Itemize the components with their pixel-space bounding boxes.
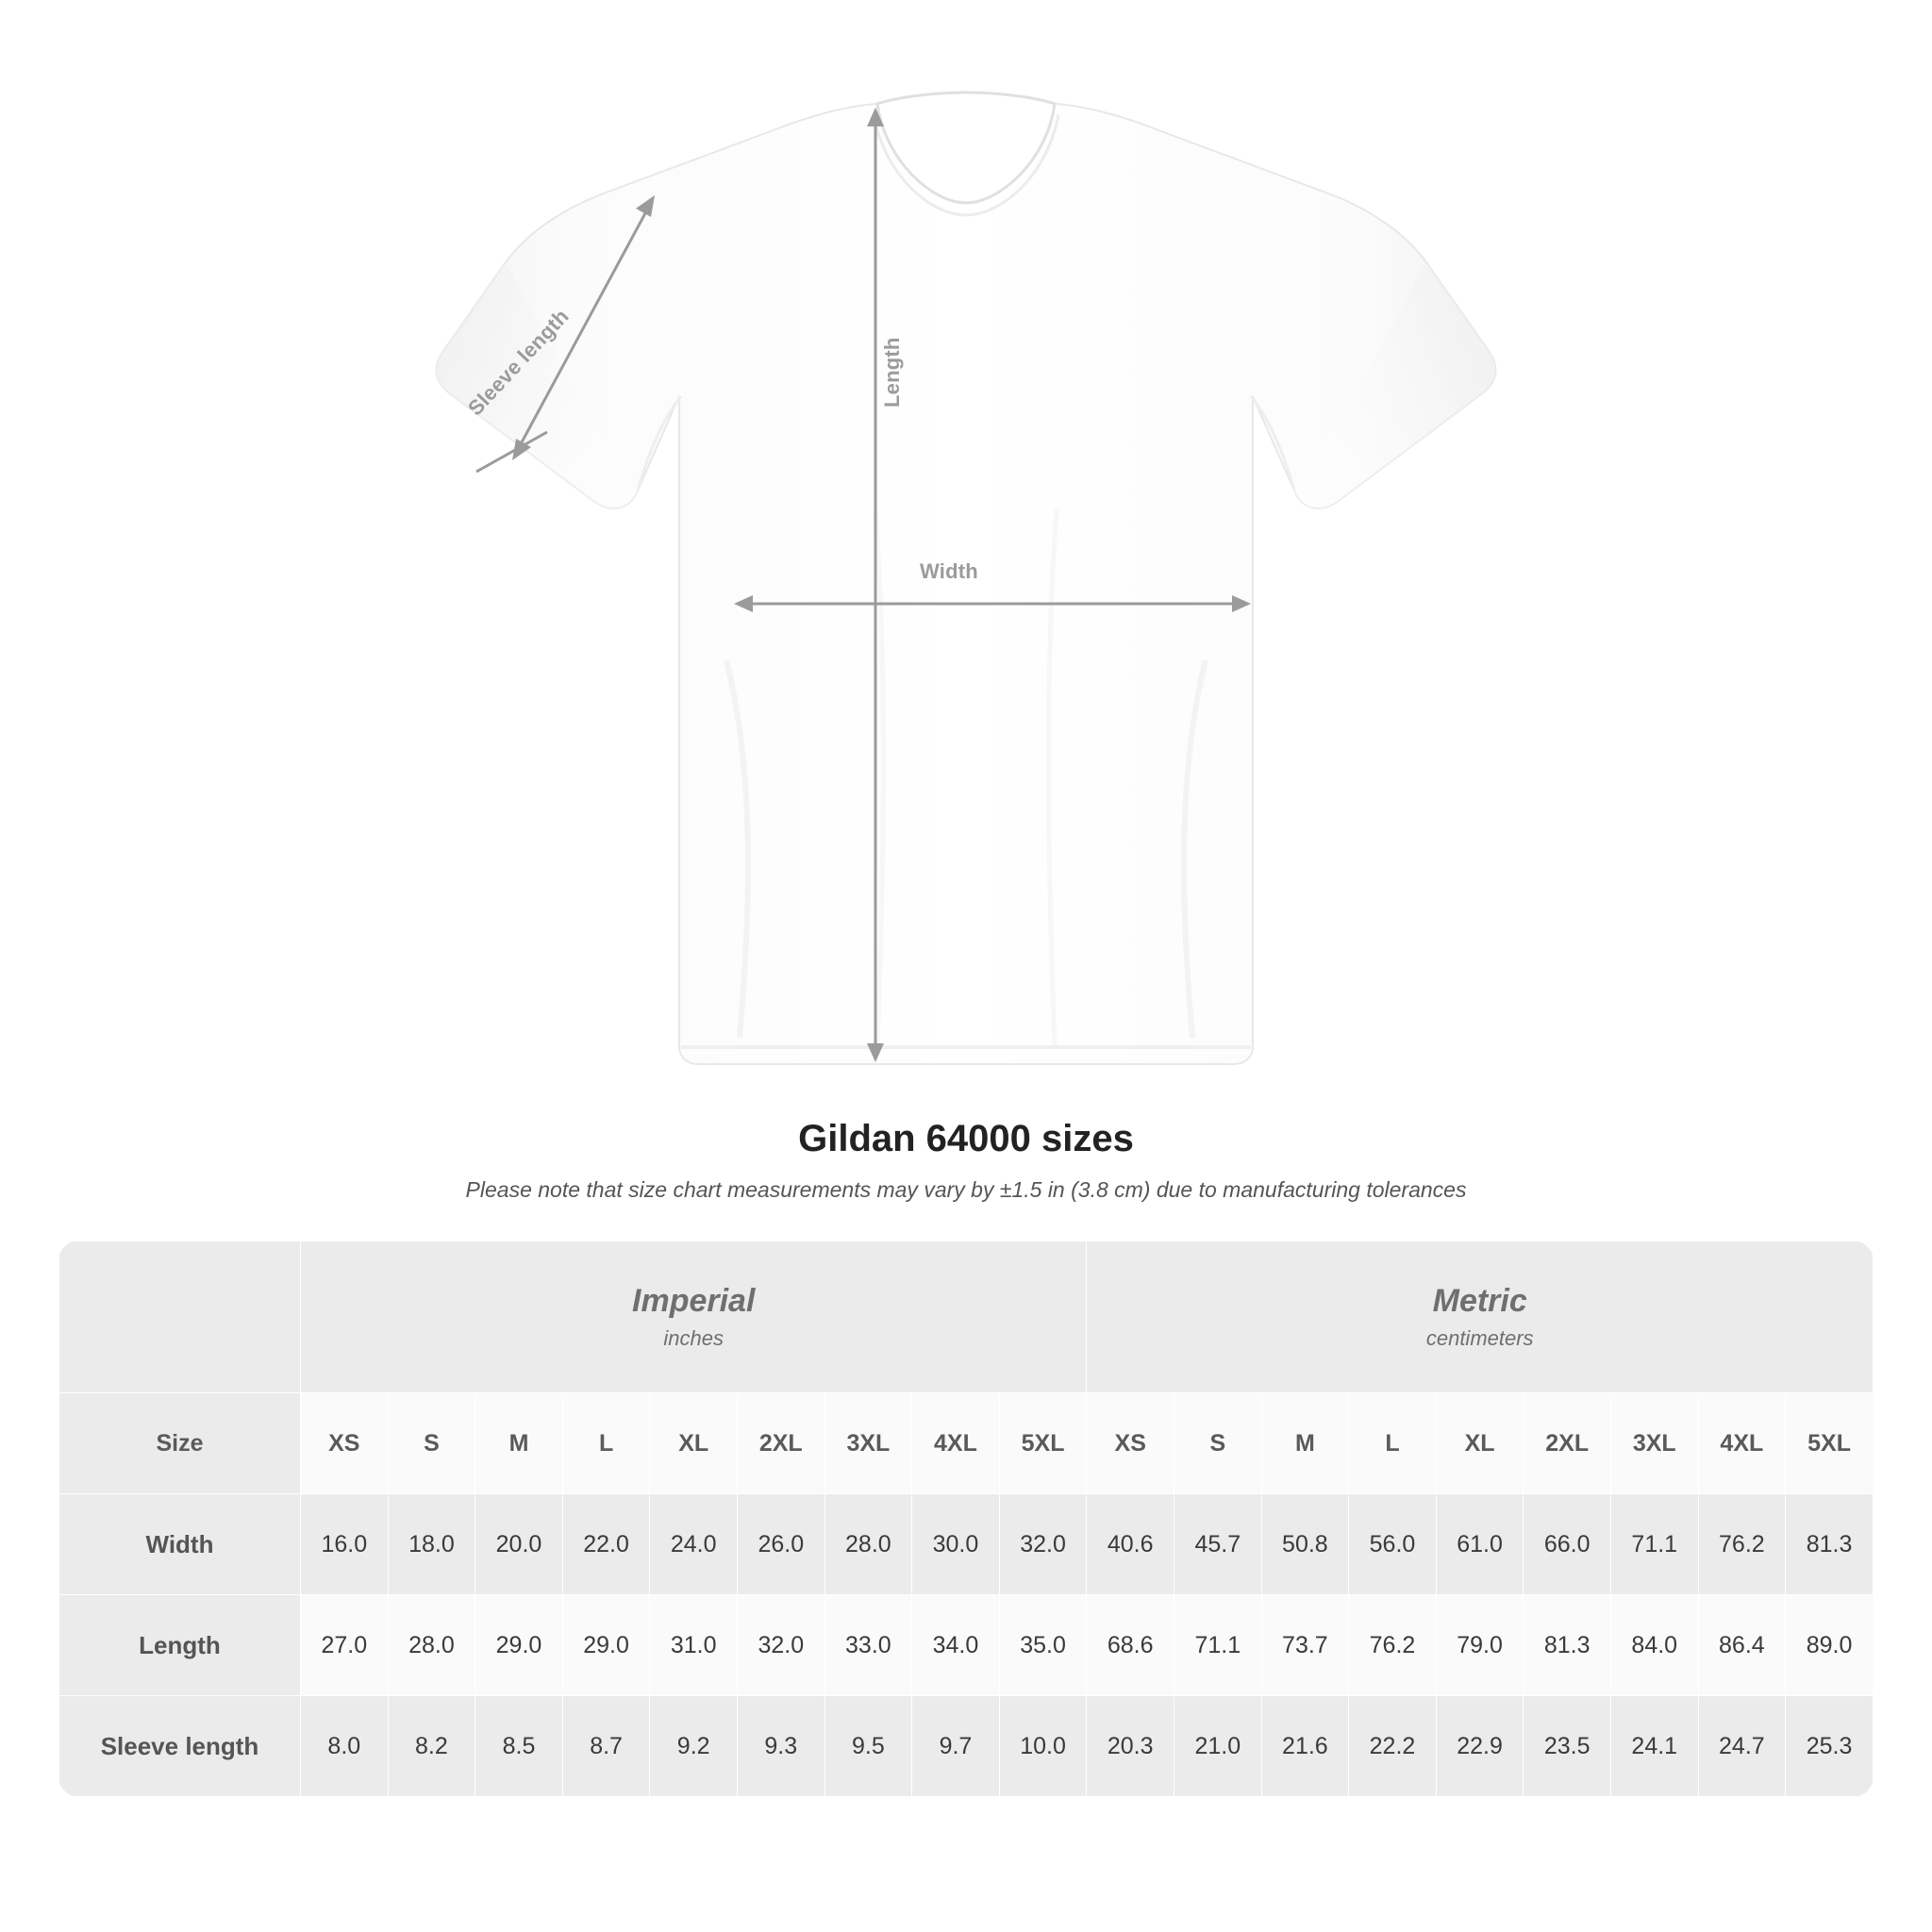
cell-width: 66.0 (1524, 1494, 1611, 1595)
cell-length: 33.0 (824, 1595, 912, 1696)
unit-name-metric: Metric (1432, 1283, 1527, 1320)
cell-sleeve: 21.6 (1261, 1696, 1349, 1797)
size-col-header: S (388, 1393, 475, 1494)
cell-length: 84.0 (1610, 1595, 1698, 1696)
title-block (0, 1118, 1932, 1203)
cell-width: 61.0 (1436, 1494, 1524, 1595)
cell-sleeve: 9.2 (650, 1696, 738, 1797)
size-table (58, 1241, 1874, 1797)
cell-sleeve: 9.5 (824, 1696, 912, 1797)
cell-sleeve: 8.5 (475, 1696, 563, 1797)
cell-length: 68.6 (1087, 1595, 1174, 1696)
size-col-header: L (562, 1393, 650, 1494)
cell-sleeve: 23.5 (1524, 1696, 1611, 1797)
cell-sleeve: 9.3 (737, 1696, 824, 1797)
unit-name-imperial: Imperial (632, 1283, 756, 1320)
size-col-header: S (1174, 1393, 1262, 1494)
size-col-header: XS (301, 1393, 389, 1494)
unit-sub-imperial: inches (663, 1325, 724, 1350)
size-col-header: M (1261, 1393, 1349, 1494)
cell-length: 35.0 (999, 1595, 1087, 1696)
size-col-header: 5XL (999, 1393, 1087, 1494)
size-header-row (59, 1393, 1874, 1494)
size-col-header: 4XL (912, 1393, 1000, 1494)
cell-width: 76.2 (1698, 1494, 1786, 1595)
row-label-width: Width (59, 1494, 301, 1595)
size-col-header: XS (1087, 1393, 1174, 1494)
size-col-header: 5XL (1786, 1393, 1874, 1494)
cell-length: 86.4 (1698, 1595, 1786, 1696)
cell-length: 29.0 (562, 1595, 650, 1696)
cell-width: 28.0 (824, 1494, 912, 1595)
length-label: Length (880, 337, 904, 408)
size-col-header: M (475, 1393, 563, 1494)
cell-sleeve: 25.3 (1786, 1696, 1874, 1797)
size-col-header: 3XL (824, 1393, 912, 1494)
cell-width: 81.3 (1786, 1494, 1874, 1595)
row-label-sleeve-length: Sleeve length (59, 1696, 301, 1797)
cell-length: 71.1 (1174, 1595, 1262, 1696)
corner-cell (59, 1241, 301, 1393)
cell-width: 26.0 (737, 1494, 824, 1595)
cell-length: 89.0 (1786, 1595, 1874, 1696)
size-table-wrapper (58, 1241, 1874, 1797)
unit-sub-metric: centimeters (1425, 1325, 1534, 1350)
cell-sleeve: 24.7 (1698, 1696, 1786, 1797)
cell-width: 50.8 (1261, 1494, 1349, 1595)
size-col-header: XL (1436, 1393, 1524, 1494)
cell-length: 34.0 (912, 1595, 1000, 1696)
cell-length: 79.0 (1436, 1595, 1524, 1696)
cell-length: 76.2 (1349, 1595, 1437, 1696)
unit-header-metric (1087, 1241, 1874, 1393)
cell-width: 22.0 (562, 1494, 650, 1595)
sleeve-length-label: Sleeve length (462, 304, 574, 421)
cell-length: 29.0 (475, 1595, 563, 1696)
cell-width: 24.0 (650, 1494, 738, 1595)
tolerance-note: Please note that size chart measurements may vary by ±1.5 in (3.8 cm) due to manufacturing tolerances (465, 1177, 1467, 1202)
cell-sleeve: 8.7 (562, 1696, 650, 1797)
cell-length: 27.0 (301, 1595, 389, 1696)
cell-length: 73.7 (1261, 1595, 1349, 1696)
cell-width: 45.7 (1174, 1494, 1262, 1595)
table-row (59, 1494, 1874, 1595)
cell-width: 20.0 (475, 1494, 563, 1595)
width-label: Width (920, 559, 978, 583)
cell-sleeve: 20.3 (1087, 1696, 1174, 1797)
row-label-length: Length (59, 1595, 301, 1696)
cell-width: 40.6 (1087, 1494, 1174, 1595)
cell-length: 28.0 (388, 1595, 475, 1696)
cell-sleeve: 10.0 (999, 1696, 1087, 1797)
cell-sleeve: 8.0 (301, 1696, 389, 1797)
cell-sleeve: 21.0 (1174, 1696, 1262, 1797)
cell-sleeve: 24.1 (1610, 1696, 1698, 1797)
cell-width: 71.1 (1610, 1494, 1698, 1595)
size-label-cell: Size (59, 1393, 301, 1494)
cell-width: 56.0 (1349, 1494, 1437, 1595)
size-col-header: 4XL (1698, 1393, 1786, 1494)
size-col-header: 3XL (1610, 1393, 1698, 1494)
table-row (59, 1696, 1874, 1797)
unit-header-imperial (301, 1241, 1087, 1393)
cell-width: 32.0 (999, 1494, 1087, 1595)
size-col-header: 2XL (1524, 1393, 1611, 1494)
size-col-header: 2XL (737, 1393, 824, 1494)
unit-header-row (59, 1241, 1874, 1393)
cell-width: 18.0 (388, 1494, 475, 1595)
cell-width: 30.0 (912, 1494, 1000, 1595)
cell-sleeve: 9.7 (912, 1696, 1000, 1797)
cell-sleeve: 22.2 (1349, 1696, 1437, 1797)
cell-width: 16.0 (301, 1494, 389, 1595)
cell-length: 31.0 (650, 1595, 738, 1696)
cell-sleeve: 22.9 (1436, 1696, 1524, 1797)
cell-length: 81.3 (1524, 1595, 1611, 1696)
size-col-header: L (1349, 1393, 1437, 1494)
cell-sleeve: 8.2 (388, 1696, 475, 1797)
cell-length: 32.0 (737, 1595, 824, 1696)
table-row (59, 1595, 1874, 1696)
page-title: Gildan 64000 sizes (798, 1118, 1134, 1159)
size-col-header: XL (650, 1393, 738, 1494)
